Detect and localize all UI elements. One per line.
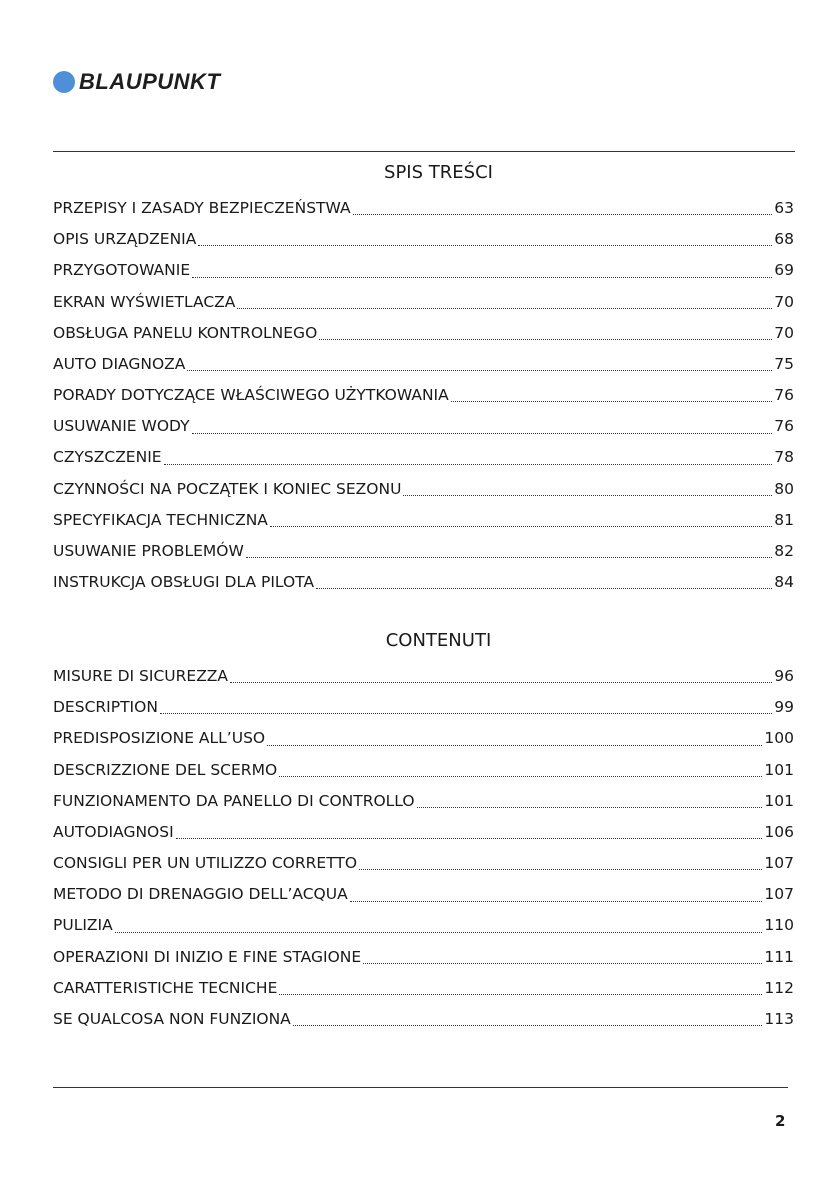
- dot-leader: [363, 963, 762, 964]
- toc-entry[interactable]: [53, 318, 794, 349]
- toc-entry-title: PORADY DOTYCZĄCE WŁAŚCIWEGO UŻYTKOWANIA: [53, 386, 449, 405]
- toc-entry-page: 78: [774, 448, 794, 467]
- toc-entry-title: AUTO DIAGNOZA: [53, 354, 186, 373]
- dot-leader: [353, 214, 773, 215]
- dot-leader: [293, 1025, 763, 1026]
- dot-leader: [270, 526, 772, 527]
- toc-section-italian: [53, 626, 794, 1035]
- toc-entry[interactable]: [53, 973, 794, 1004]
- dot-leader: [230, 682, 772, 683]
- dot-leader: [192, 277, 772, 278]
- dot-leader: [164, 464, 773, 465]
- dot-leader: [417, 807, 763, 808]
- toc-entry[interactable]: [53, 224, 794, 255]
- toc-entry[interactable]: [53, 567, 794, 598]
- toc-entry-page: 106: [764, 822, 794, 841]
- dot-leader: [198, 245, 772, 246]
- toc-entry[interactable]: [53, 942, 794, 973]
- dot-leader: [246, 557, 772, 558]
- brand-logo: [53, 68, 220, 96]
- toc-entry-title: FUNZIONAMENTO DA PANELLO DI CONTROLLO: [53, 791, 415, 810]
- toc-entry[interactable]: [53, 411, 794, 442]
- dot-leader: [403, 495, 772, 496]
- toc-entry-page: 99: [774, 698, 794, 717]
- dot-leader: [359, 869, 762, 870]
- section-title: CONTENUTI: [385, 630, 492, 651]
- toc-entry-title: CZYNNOŚCI NA POCZĄTEK I KONIEC SEZONU: [53, 479, 402, 498]
- toc-entry-title: INSTRUKCJA OBSŁUGI DLA PILOTA: [53, 573, 315, 592]
- toc-entry[interactable]: [53, 661, 794, 692]
- dot-leader: [279, 776, 762, 777]
- toc-entry-page: 107: [764, 854, 794, 873]
- toc-entry[interactable]: [53, 755, 794, 786]
- dot-leader: [237, 308, 772, 309]
- toc-entry[interactable]: [53, 380, 794, 411]
- toc-entry-page: 96: [774, 666, 794, 685]
- toc-entry-title: DESCRIZZIONE DEL SCERMO: [53, 760, 278, 779]
- toc-entry-page: 70: [774, 323, 794, 342]
- dot-leader: [115, 932, 763, 933]
- toc-list: [53, 661, 794, 1035]
- toc-entry-title: PRZYGOTOWANIE: [53, 261, 191, 280]
- toc-entry-title: PRZEPISY I ZASADY BEZPIECZEŃSTWA: [53, 198, 351, 217]
- toc-entry-title: USUWANIE PROBLEMÓW: [53, 542, 244, 561]
- dot-leader: [192, 433, 773, 434]
- dot-leader: [176, 838, 763, 839]
- toc-entry-title: SE QUALCOSA NON FUNZIONA: [53, 1010, 291, 1029]
- toc-entry-title: OPIS URZĄDZENIA: [53, 230, 197, 249]
- toc-entry-page: 84: [774, 573, 794, 592]
- toc-entry-page: 68: [774, 230, 794, 249]
- dot-leader: [187, 370, 772, 371]
- toc-entry-title: MISURE DI SICUREZZA: [53, 666, 229, 685]
- toc-entry[interactable]: [53, 443, 794, 474]
- toc-entry-title: OPERAZIONI DI INIZIO E FINE STAGIONE: [53, 947, 362, 966]
- toc-entry-title: PULIZIA: [53, 916, 113, 935]
- toc-entry-page: 80: [774, 479, 794, 498]
- dot-leader: [319, 339, 772, 340]
- toc-entry-page: 113: [764, 1010, 794, 1029]
- brand-dot-icon: [53, 71, 75, 93]
- toc-entry-page: 75: [774, 354, 794, 373]
- toc-entry-title: SPECYFIKACJA TECHNICZNA: [53, 510, 268, 529]
- toc-entry[interactable]: [53, 817, 794, 848]
- toc-entry-title: AUTODIAGNOSI: [53, 822, 174, 841]
- toc-entry[interactable]: [53, 255, 794, 286]
- section-title: SPIS TREŚCI: [384, 162, 493, 183]
- toc-entry-page: 82: [774, 542, 794, 561]
- dot-leader: [316, 588, 772, 589]
- toc-entry[interactable]: [53, 786, 794, 817]
- toc-entry-page: 76: [774, 386, 794, 405]
- toc-entry-title: EKRAN WYŚWIETLACZA: [53, 292, 236, 311]
- toc-entry[interactable]: [53, 536, 794, 567]
- toc-entry-title: CZYSZCZENIE: [53, 448, 162, 467]
- toc-entry-page: 69: [774, 261, 794, 280]
- toc-entry[interactable]: [53, 848, 794, 879]
- toc-entry-page: 100: [764, 729, 794, 748]
- top-divider: [53, 151, 795, 152]
- toc-entry-page: 111: [764, 947, 794, 966]
- page-number: 2: [775, 1112, 786, 1130]
- toc-entry[interactable]: [53, 349, 794, 380]
- toc-entry-page: 101: [764, 791, 794, 810]
- toc-entry-title: USUWANIE WODY: [53, 417, 190, 436]
- toc-entry-page: 63: [774, 198, 794, 217]
- toc-entry[interactable]: [53, 879, 794, 910]
- toc-entry-title: DESCRIPTION: [53, 698, 158, 717]
- toc-entry-page: 112: [764, 978, 794, 997]
- toc-list: [53, 193, 794, 598]
- dot-leader: [267, 745, 762, 746]
- toc-entry-title: CONSIGLI PER UN UTILIZZO CORRETTO: [53, 854, 358, 873]
- bottom-divider: [53, 1087, 788, 1088]
- toc-entry-page: 107: [764, 885, 794, 904]
- toc-entry-page: 70: [774, 292, 794, 311]
- toc-entry-page: 101: [764, 760, 794, 779]
- dot-leader: [350, 901, 763, 902]
- toc-entry[interactable]: [53, 505, 794, 536]
- toc-entry[interactable]: [53, 1004, 794, 1035]
- brand-name: BLAUPUNKT: [79, 69, 221, 94]
- toc-entry-title: PREDISPOSIZIONE ALL’USO: [53, 729, 266, 748]
- toc-entry-page: 81: [774, 510, 794, 529]
- toc-entry-title: CARATTERISTICHE TECNICHE: [53, 978, 278, 997]
- toc-entry[interactable]: [53, 911, 794, 942]
- toc-entry[interactable]: [53, 474, 794, 505]
- toc-entry-page: 110: [764, 916, 794, 935]
- dot-leader: [279, 994, 762, 995]
- toc-entry-title: METODO DI DRENAGGIO DELL’ACQUA: [53, 885, 348, 904]
- toc-entry-title: OBSŁUGA PANELU KONTROLNEGO: [53, 323, 318, 342]
- toc-entry[interactable]: [53, 723, 794, 754]
- toc-entry[interactable]: [53, 193, 794, 224]
- toc-entry-page: 76: [774, 417, 794, 436]
- toc-entry[interactable]: [53, 287, 794, 318]
- toc-section-polish: [53, 158, 794, 598]
- dot-leader: [451, 401, 773, 402]
- toc-entry[interactable]: [53, 692, 794, 723]
- dot-leader: [160, 713, 772, 714]
